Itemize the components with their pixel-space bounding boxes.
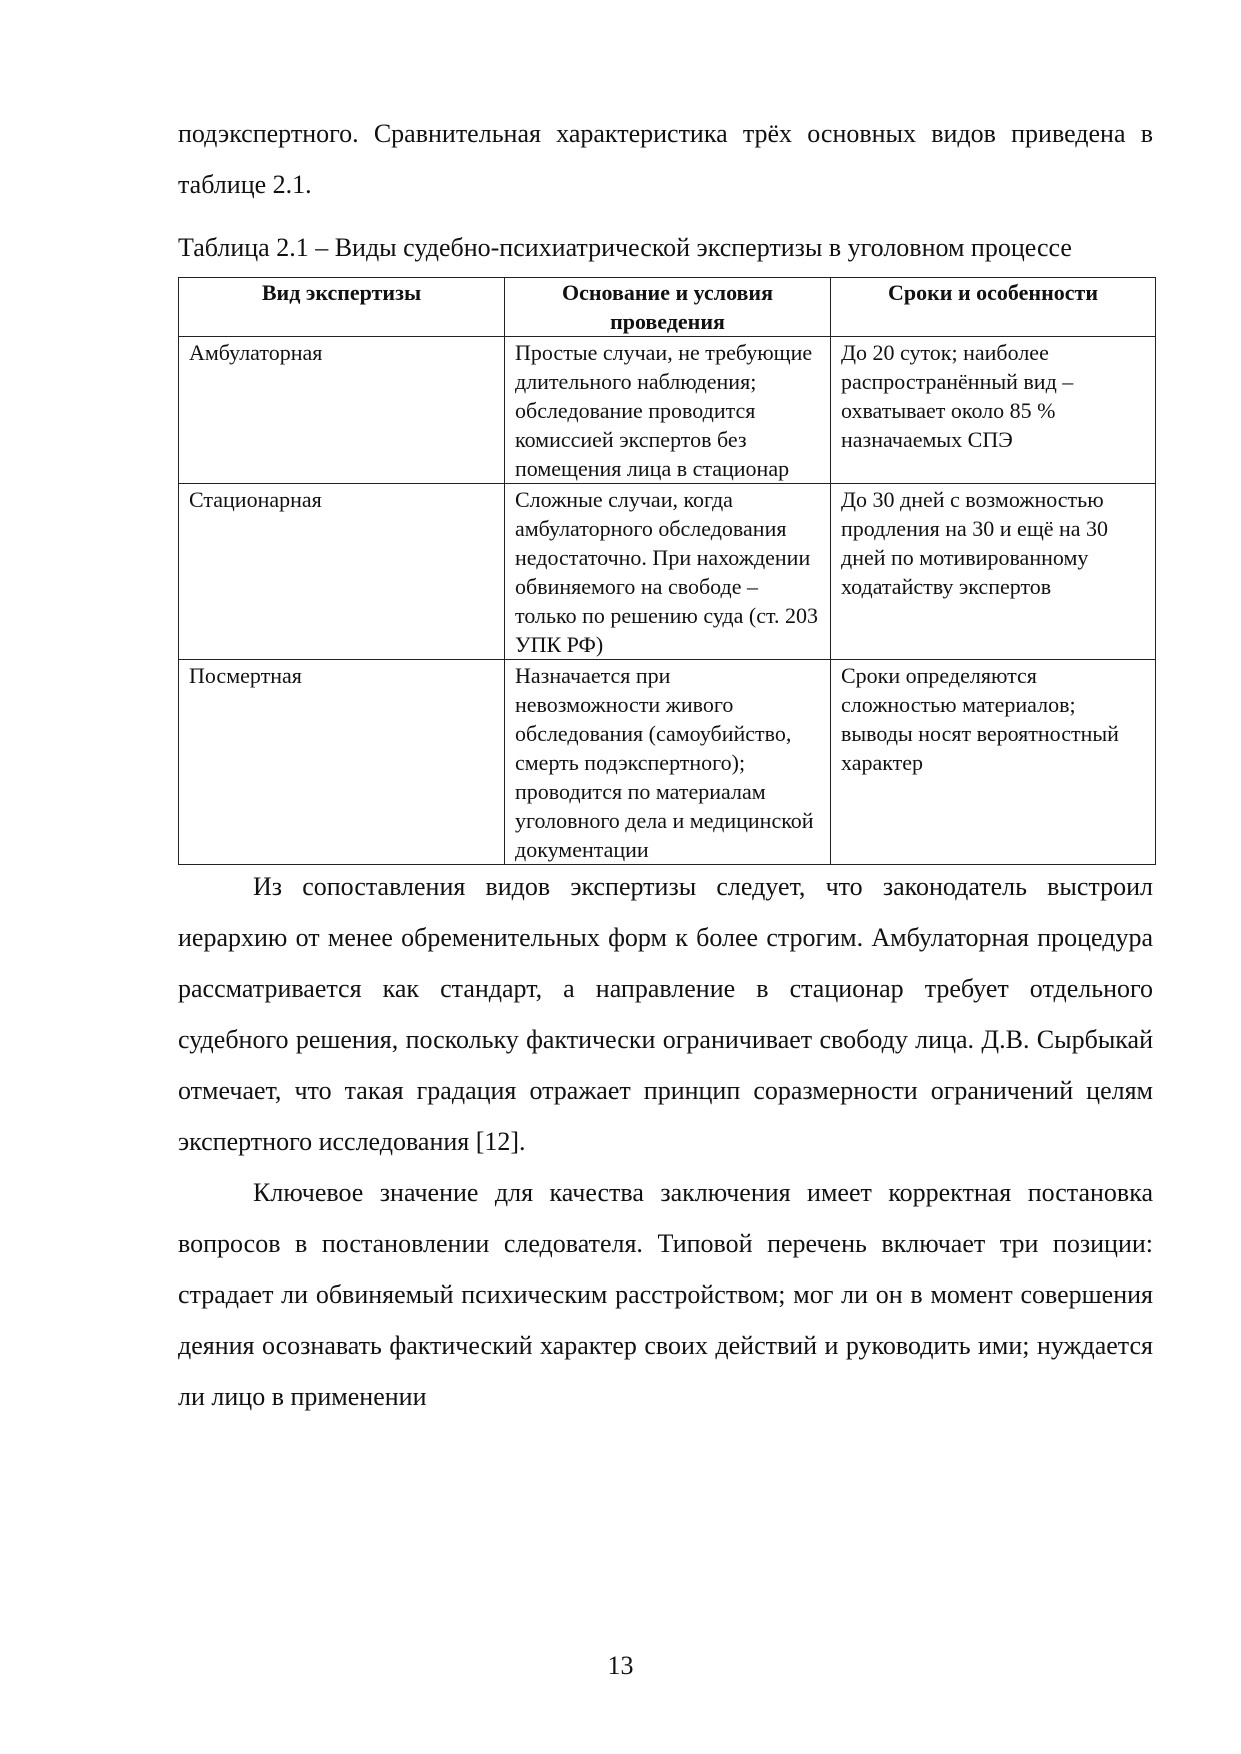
expertise-types-table [178, 277, 1156, 865]
cell-basis: Назначается при невозможности живого обследования (самоубийство, смерть подэкспертного); проводится по материалам уголовного дела и медицинской документации [505, 660, 831, 865]
header-basis: Основание и условия проведения [505, 278, 831, 337]
table-row [179, 337, 1156, 484]
intro-paragraph: подэкспертного. Сравнительная характеристика трёх основных видов приведена в таблице 2.1. [178, 119, 1153, 199]
header-type: Вид экспертизы [179, 278, 505, 337]
page-number: 13 [607, 1651, 634, 1680]
cell-basis: Простые случаи, не требующие длительного наблюдения; обследование проводится комиссией экспертов без помещения лица в стационар [505, 337, 831, 484]
cell-basis: Сложные случаи, когда амбулаторного обследования недостаточно. При нахождении обвиняемого на свободе – только по решению суда (ст. 203 УПК РФ) [505, 484, 831, 660]
document-page [178, 108, 1153, 1422]
table-header-row [179, 278, 1156, 337]
header-terms: Сроки и особенности [831, 278, 1156, 337]
cell-type: Амбулаторная [179, 337, 505, 484]
table-caption: Таблица 2.1 – Виды судебно-психиатрической экспертизы в уголовном процессе [178, 233, 1072, 262]
cell-terms: До 30 дней с возможностью продления на 30 и ещё на 30 дней по мотивированному ходатайству экспертов [831, 484, 1156, 660]
body-paragraph-1: Из сопоставления видов экспертизы следует, что законодатель выстроил иерархию от менее обременительных форм к более строгим. Амбулаторная процедура рассматривается как стандарт, а направление в стационар требует отдельного судебного решения, поскольку фактически ограничивает свободу лица. Д.В. Сырбыкай отмечает, что такая градация отражает принцип соразмерности ограничений целям экспертного исследования [12]. [178, 872, 1153, 1156]
cell-terms: До 20 суток; наиболее распространённый вид – охватывает около 85 % назначаемых СПЭ [831, 337, 1156, 484]
cell-type: Посмертная [179, 660, 505, 865]
cell-type: Стационарная [179, 484, 505, 660]
table-row [179, 660, 1156, 865]
cell-terms: Сроки определяются сложностью материалов; выводы носят вероятностный характер [831, 660, 1156, 865]
body-paragraph-2: Ключевое значение для качества заключения имеет корректная постановка вопросов в постановлении следователя. Типовой перечень включает три позиции: страдает ли обвиняемый психическим расстройством; мог ли он в момент совершения деяния осознавать фактический характер своих действий и руководить ими; нуждается ли лицо в применении [178, 1178, 1153, 1411]
table-row [179, 484, 1156, 660]
